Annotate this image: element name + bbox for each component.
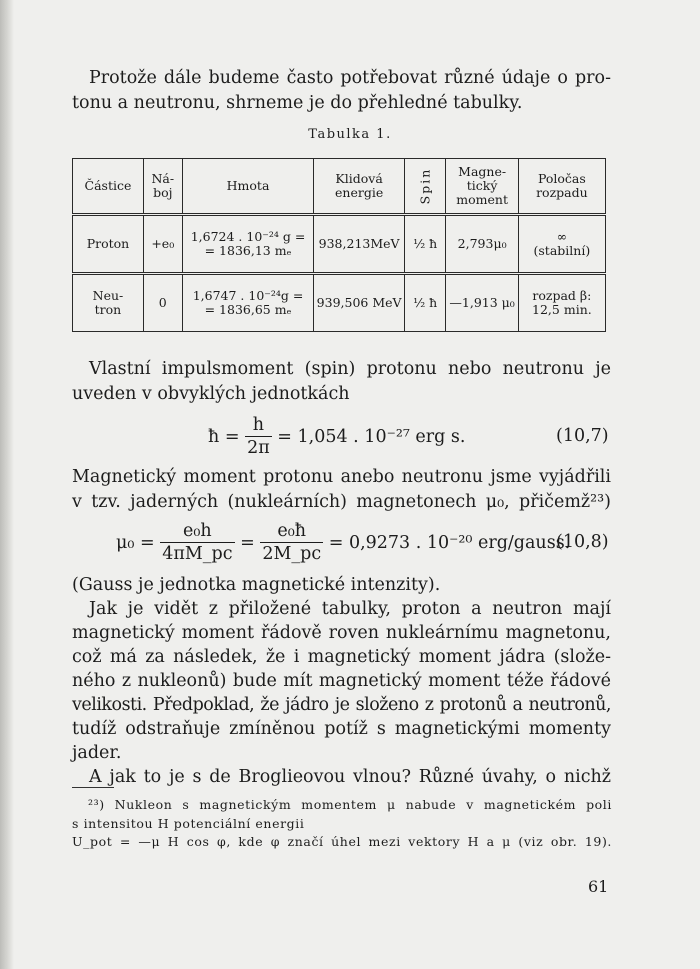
para2-line-1: Magnetický moment protonu anebo neutronu jsme vyjádřili [72, 467, 611, 487]
para1-line-2: uveden v obvyklých jednotkách [72, 384, 350, 404]
footnote-line-1: ²³) Nukleon s magnetickým momentem μ nabude v magnetickém poli [88, 797, 612, 812]
cell-moment: 2,793μ₀ [446, 215, 518, 274]
page-number: 61 [588, 877, 609, 896]
cell-halflife: rozpad β: 12,5 min. [518, 274, 605, 332]
para4-line-7: jader. [72, 743, 122, 763]
para3: (Gauss je jednotka magnetické intenzity). [72, 575, 441, 595]
equation-number: (10,8) [556, 532, 609, 552]
para4-line-1: Jak je vidět z přiložené tabulky, proton a neutron mají [89, 599, 611, 619]
footnote-rule [72, 787, 114, 788]
header-mass: Hmota [182, 159, 314, 215]
cell-halflife: ∞ (stabilní) [518, 215, 605, 274]
equation-10-8 [116, 520, 570, 565]
table-row [73, 215, 606, 274]
header-charge: Ná- boj [143, 159, 182, 215]
eq2-fraction-2: $\frac{\text{e₀ħ}}{2M\_pc}$ [262, 521, 322, 564]
table-row [73, 274, 606, 332]
header-energy: Klidová energie [314, 159, 404, 215]
eq2-fraction-1: $\frac{\text{e₀h}}{4\pi M\_pc}$ [162, 521, 233, 564]
eq1-fraction: $\frac{h}{2\pi}$ [247, 415, 270, 458]
cell-mass: 1,6724 . 10⁻²⁴ g = = 1836,13 mₑ [182, 215, 314, 274]
cell-moment: —1,913 μ₀ [446, 274, 518, 332]
para4-line-4: ného z nukleonů) bude mít magnetický moment téže řádové [72, 671, 611, 691]
header-spin: Spin [404, 159, 446, 215]
para2-line-2: v tzv. jaderných (nukleárních) magnetonech μ₀, přičemž²³) [72, 492, 611, 512]
para4-line-3: což má za následek, že i magnetický moment jádra (slože- [72, 647, 611, 667]
eq1-rhs: = 1,054 . 10⁻²⁷ erg s. [277, 426, 466, 447]
table-caption: Tabulka 1. [308, 127, 392, 142]
para5-line-1: A jak to je s de Broglieovou vlnou? Různé úvahy, o nichž [89, 767, 611, 787]
para4-line-6: tudíž odstraňuje zmíněnou potíž s magnetickými momenty [72, 719, 611, 739]
equation-number: (10,7) [556, 426, 609, 446]
intro-line-1: Protože dále budeme často potřebovat různé údaje o pro- [89, 68, 611, 88]
para1-line-1: Vlastní impulsmoment (spin) protonu nebo neutronu je [89, 359, 611, 379]
table-header-row [73, 159, 606, 215]
header-halflife: Poločas rozpadu [518, 159, 605, 215]
cell-particle: Proton [73, 215, 144, 274]
cell-charge: +e₀ [143, 215, 182, 274]
cell-energy: 938,213MeV [314, 215, 404, 274]
cell-charge: 0 [143, 274, 182, 332]
book-spine [0, 0, 14, 969]
header-moment: Magne- tický moment [446, 159, 518, 215]
cell-particle: Neu- tron [73, 274, 144, 332]
particle-table [72, 158, 606, 332]
equation-10-7 [208, 414, 465, 459]
eq1-lhs: ħ = [208, 426, 240, 447]
intro-line-2: tonu a neutronu, shrneme je do přehledné tabulky. [72, 93, 523, 113]
para4-line-2: magnetický moment řádově roven nukleárnímu magnetonu, [72, 623, 611, 643]
cell-spin: ½ ħ [404, 215, 446, 274]
footnote-line-2: s intensitou H potenciální energii [72, 816, 305, 831]
eq2-equals: = [240, 532, 255, 553]
eq2-lhs: μ₀ = [116, 532, 155, 553]
footnote-line-3: U_pot = —μ H cos φ, kde φ značí úhel mezi vektory H a μ (viz obr. 19). [72, 834, 612, 849]
cell-mass: 1,6747 . 10⁻²⁴g = = 1836,65 mₑ [182, 274, 314, 332]
para4-line-5: velikosti. Předpoklad, že jádro je složeno z protonů a neutronů, [72, 695, 611, 715]
cell-energy: 939,506 MeV [314, 274, 404, 332]
eq2-rhs: = 0,9273 . 10⁻²⁰ erg/gauss. [328, 532, 571, 553]
header-particle: Částice [73, 159, 144, 215]
cell-spin: ½ ħ [404, 274, 446, 332]
